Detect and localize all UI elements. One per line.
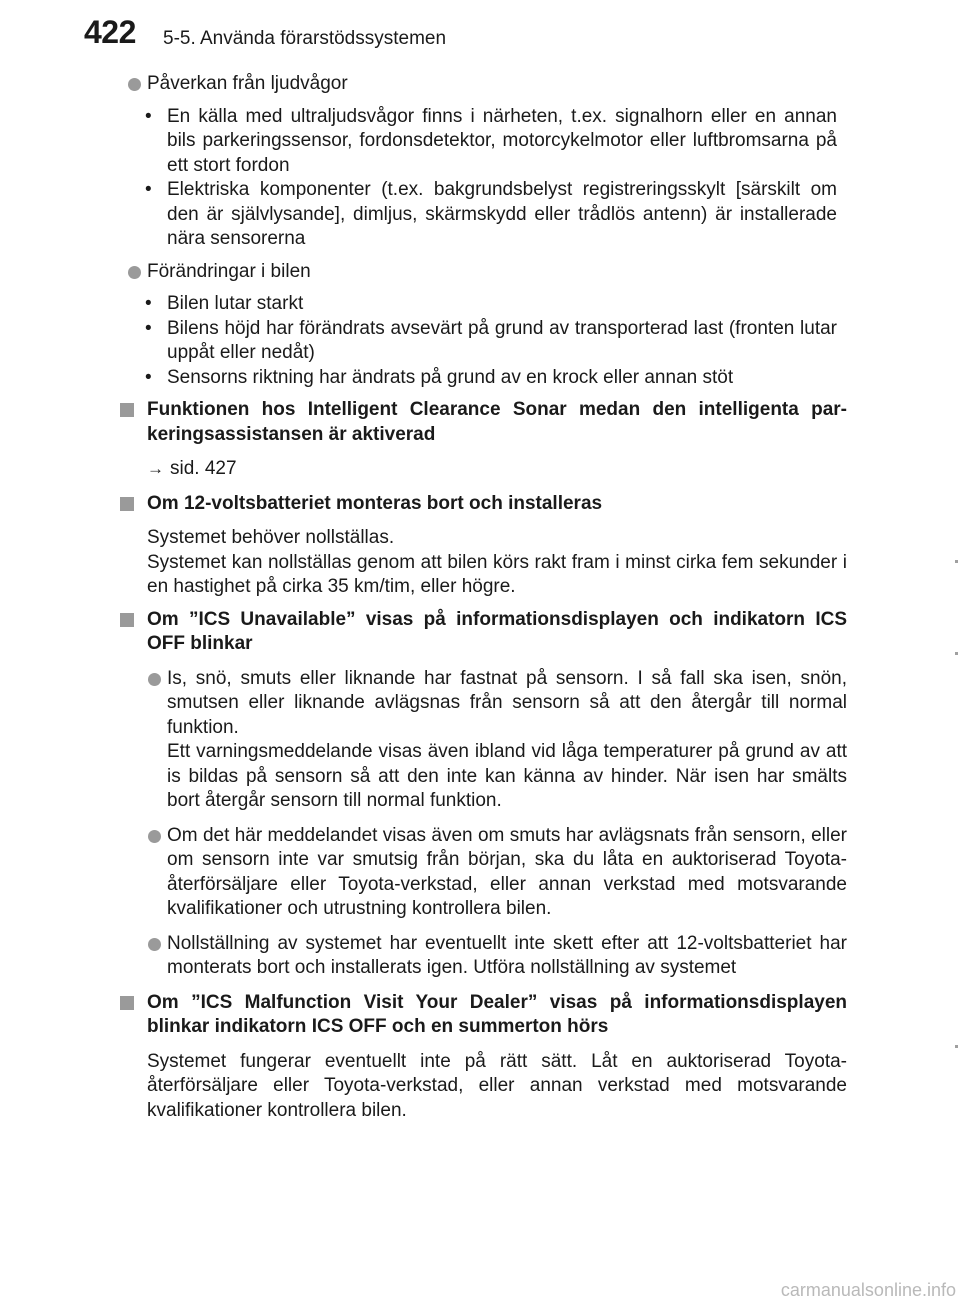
bullet-heading: Förändringar i bilen	[127, 260, 847, 285]
bullet-item: Nollställning av systemet har eventuellt inte skett efter att 12-voltsbatteriet har monterats bort och installerats igen. Utföra nollställning av systemet	[127, 932, 847, 981]
page-number: 422	[84, 14, 136, 50]
list-item: • En källa med ultraljudsvågor finns i närheten, t.ex. signalhorn eller en annan bils parkeringssensor, fordonsdetektor, motorcykelmotor eller luftbromsarna på ett stort fordon	[127, 105, 837, 179]
edge-mark	[955, 652, 958, 655]
section-heading: Om ”ICS Malfunction Visit Your Dealer” visas på informationsdisplayen blinkar indikatorn ICS OFF och en summerton hörs	[127, 991, 847, 1040]
section-heading: Funktionen hos Intelligent Clearance Sonar medan den intelligenta parkeringsassistansen är aktiverad	[127, 398, 847, 447]
page-header	[0, 0, 960, 70]
watermark: carmanualsonline.info	[780, 1280, 956, 1300]
bullet-item	[127, 667, 847, 814]
arrow-right-icon: →	[147, 459, 164, 478]
section-heading: Om 12-voltsbatteriet monteras bort och installeras	[127, 492, 847, 517]
sub-list	[127, 105, 847, 252]
section-title: 5-5. Använda förarstödssystemen	[163, 28, 447, 49]
bullet-text-extra: Ett varningsmeddelande visas även ibland vid låga temperaturer på grund av att is bildas på sensorn så att den inte kan känna av hinder. När isen har smälts bort återgår sensorn till normal funktion.	[167, 741, 847, 811]
page-reference	[127, 457, 847, 482]
sub-list	[127, 292, 847, 390]
list-item: • Bilen lutar starkt	[127, 292, 837, 317]
list-item: • Sensorns riktning har ändrats på grund av en krock eller annan stöt	[127, 366, 837, 391]
page-body	[127, 72, 847, 1131]
paragraph: Systemet kan nollställas genom att bilen körs rakt fram i minst cirka fem sekunder i en hastighet på cirka 35 km/tim, eller högre.	[147, 551, 847, 597]
bullet-text: Is, snö, smuts eller liknande har fastnat på sensorn. I så fall ska isen, snön, smutsen eller liknande avlägsnas från sensorn så att den återgår till normal funktion.	[167, 667, 847, 738]
paragraph: Systemet fungerar eventuellt inte på rätt sätt. Låt en auktoriserad Toyota-återförsäljare eller Toyota-verkstad, eller annan verkstad med motsvarande kvalifikationer kontrollera bilen.	[147, 1050, 847, 1121]
list-item: • Elektriska komponenter (t.ex. bakgrundsbelyst registreringsskylt [särskilt om den är självlysande], dimljus, skärmskydd eller trådlös antenn) är installerade nära sensorerna	[127, 178, 837, 252]
bullet-item: Om det här meddelandet visas även om smuts har avlägsnats från sensorn, eller om sensorn inte var smutsig från början, ska du låta en auktoriserad Toyota-återförsäljare eller Toyota-verkstad, eller annan verkstad med motsvarande kvalifikationer och utrustning kontrollera bilen.	[127, 824, 847, 922]
page-reference-text: sid. 427	[170, 458, 237, 479]
paragraph: Systemet behöver nollställas.	[147, 527, 395, 548]
section-heading: Om ”ICS Unavailable” visas på informationsdisplayen och indikatorn ICS OFF blinkar	[127, 608, 847, 657]
list-item: • Bilens höjd har förändrats avsevärt på grund av transporterad last (fronten lutar uppåt eller nedåt)	[127, 317, 837, 366]
edge-mark	[955, 560, 958, 563]
bullet-heading: Påverkan från ljudvågor	[127, 72, 847, 97]
edge-mark	[955, 1045, 958, 1048]
